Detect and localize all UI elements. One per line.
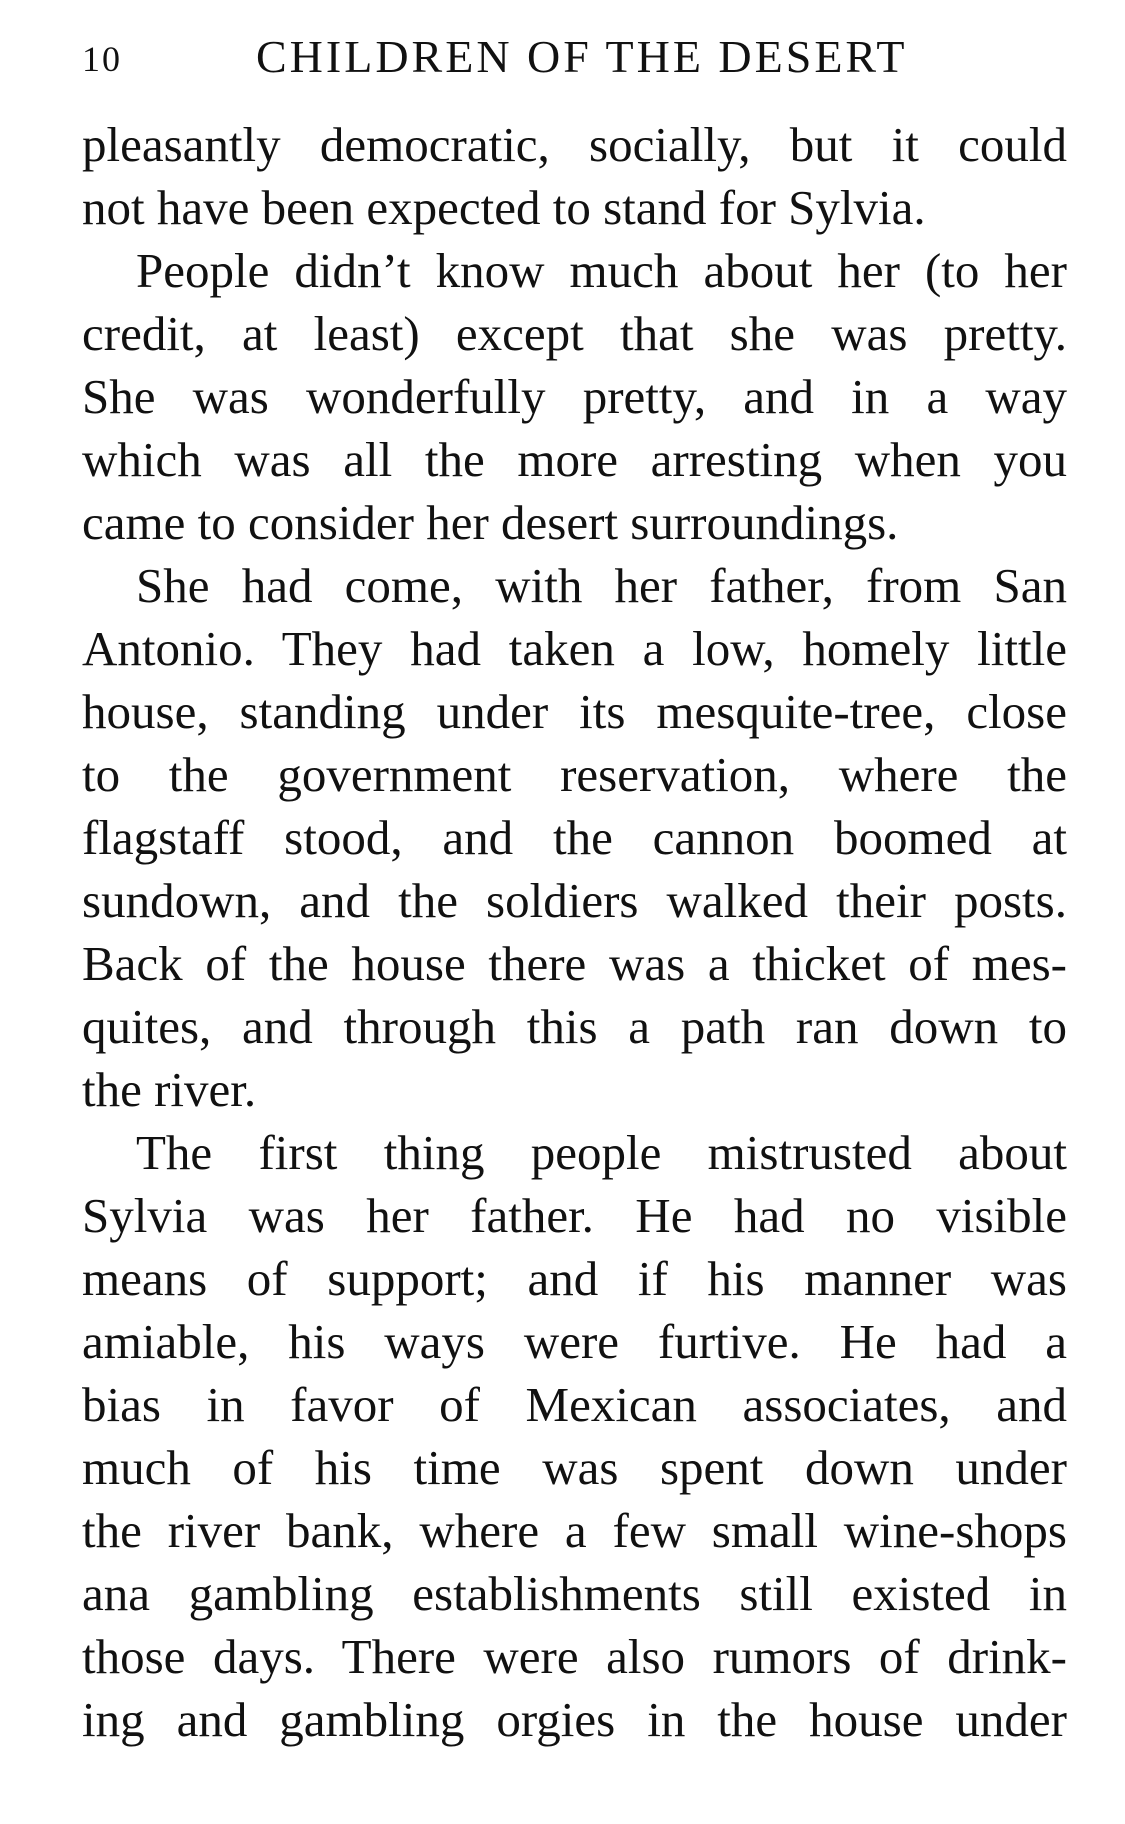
text-line: house, standing under its mesquite-tree, close xyxy=(82,684,1067,739)
text-line: which was all the more arresting when you xyxy=(82,432,1067,487)
text-line: ana gambling establishments still existed in xyxy=(82,1566,1067,1621)
text-line: much of his time was spent down under xyxy=(82,1440,1067,1495)
text-line: came to consider her desert surroundings. xyxy=(82,495,899,550)
text-line: Antonio. They had taken a low, homely little xyxy=(82,621,1067,676)
body-text xyxy=(82,113,1067,1751)
paragraph-first-line: People didn’t know much about her (to her xyxy=(136,243,1067,298)
text-line: ing and gambling orgies in the house under xyxy=(82,1692,1067,1747)
text-line: quites, and through this a path ran down to xyxy=(82,999,1067,1054)
text-line: credit, at least) except that she was pretty. xyxy=(82,306,1067,361)
text-line: pleasantly democratic, socially, but it could xyxy=(82,117,1067,172)
text-line: bias in favor of Mexican associates, and xyxy=(82,1377,1067,1432)
text-line: not have been expected to stand for Sylvia. xyxy=(82,180,926,235)
running-title: CHILDREN OF THE DESERT xyxy=(256,31,908,82)
text-line: Back of the house there was a thicket of mes- xyxy=(82,936,1067,991)
paragraph-first-line: The first thing people mistrusted about xyxy=(136,1125,1067,1180)
page-header xyxy=(82,30,1067,86)
text-line: amiable, his ways were furtive. He had a xyxy=(82,1314,1067,1369)
text-line: to the government reservation, where the xyxy=(82,747,1067,802)
text-line: sundown, and the soldiers walked their posts. xyxy=(82,873,1067,928)
text-line: means of support; and if his manner was xyxy=(82,1251,1067,1306)
text-line: the river bank, where a few small wine-shops xyxy=(82,1503,1067,1558)
text-line: flagstaff stood, and the cannon boomed at xyxy=(82,810,1067,865)
text-line: She was wonderfully pretty, and in a way xyxy=(82,369,1067,424)
text-line: the river. xyxy=(82,1062,257,1117)
paragraph-first-line: She had come, with her father, from San xyxy=(136,558,1067,613)
page-number: 10 xyxy=(82,39,122,79)
text-line: those days. There were also rumors of drink- xyxy=(82,1629,1067,1684)
text-line: Sylvia was her father. He had no visible xyxy=(82,1188,1067,1243)
